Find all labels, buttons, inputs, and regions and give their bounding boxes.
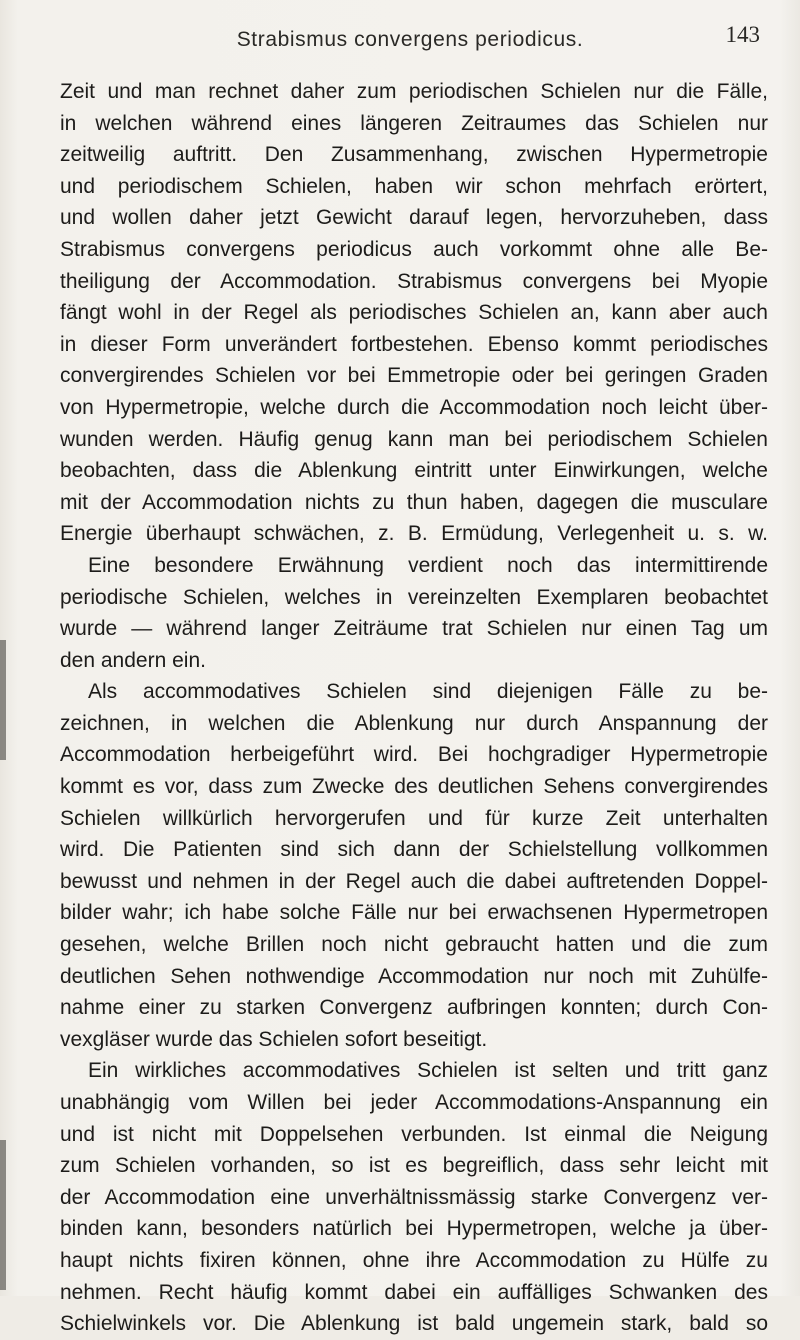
text-line: zeitweilig auftritt. Den Zusammenhang, zwischen Hypermetropie [60,143,768,167]
text-line: periodische Schielen, welches in vereinzelten Exemplaren beobachtet [60,585,768,609]
text-line: zeichnen, in welchen die Ablenkung nur durch Anspannung der [60,711,768,735]
text-line: in welchen während eines längeren Zeitraumes das Schielen nur [60,111,768,135]
text-line: beobachten, dass die Ablenkung eintritt unter Einwirkungen, welche [60,459,768,483]
text-line: bilder wahr; ich habe solche Fälle nur bei erwachsenen Hypermetropen [60,901,768,925]
text-line: und ist nicht mit Doppelsehen verbunden. Ist einmal die Neigung [60,1122,768,1146]
text-line: unabhängig vom Willen bei jeder Accommodations-Anspannung ein [60,1091,768,1114]
text-line: von Hypermetropie, welche durch die Accommodation noch leicht über- [60,395,768,419]
text-line: nahme einer zu starken Convergenz aufbringen konnten; durch Con- [60,996,768,1020]
text-line: Energie überhaupt schwächen, z. B. Ermüdung, Verlegenheit u. s. w. [60,522,768,546]
text-line: Zeit und man rechnet daher zum periodischen Schielen nur die Fälle, [60,80,768,103]
text-line: wird. Die Patienten sind sich dann der Schielstellung vollkommen [60,838,768,862]
body-text [60,76,768,1340]
page-edge-shadow [0,640,6,760]
text-line: wurde — während langer Zeiträume trat Schielen nur einen Tag um [60,617,768,641]
paragraph-end-line: vexgläser wurde das Schielen sofort beseitigt. [60,1027,488,1051]
text-line: binden kann, besonders natürlich bei Hypermetropen, welche ja über- [60,1217,768,1241]
text-line: theiligung der Accommodation. Strabismus convergens bei Myopie [60,269,768,293]
text-line: deutlichen Sehen nothwendige Accommodation nur noch mit Zuhülfe- [60,964,768,988]
text-line: fängt wohl in der Regel als periodisches Schielen an, kann aber auch [60,301,768,325]
page-edge-shadow [0,1140,6,1290]
text-line: und wollen daher jetzt Gewicht darauf legen, hervorzuheben, dass [60,206,768,230]
page-number: 143 [725,22,760,47]
text-line: in dieser Form unverändert fortbestehen. Ebenso kommt periodisches [60,332,768,356]
text-line: gesehen, welche Brillen noch nicht gebraucht hatten und die zum [60,933,768,957]
text-line: Schielen willkürlich hervorgerufen und für kurze Zeit unterhalten [60,806,768,830]
paragraph-start-line: Als accommodatives Schielen sind diejenigen Fälle zu be- [88,680,768,704]
text-line: Accommodation herbeigeführt wird. Bei hochgradiger Hypermetropie [60,743,768,767]
running-title: Strabismus convergens periodicus. [236,28,584,51]
text-line: und periodischem Schielen, haben wir schon mehrfach erörtert, [60,174,768,198]
text-line: bewusst und nehmen in der Regel auch die dabei auftretenden Doppel- [60,869,768,893]
text-line: kommt es vor, dass zum Zwecke des deutlichen Sehens convergirendes [60,775,768,799]
text-line: haupt nichts fixiren können, ohne ihre Accommodation zu Hülfe zu [60,1248,768,1272]
text-line: nehmen. Recht häufig kommt dabei ein auffälliges Schwanken des [60,1280,768,1304]
paragraph-start-line: Eine besondere Erwähnung verdient noch das intermittirende [88,553,768,577]
text-line: wunden werden. Häufig genug kann man bei periodischem Schielen [60,427,768,451]
text-line: zum Schielen vorhanden, so ist es begreiflich, dass sehr leicht mit [60,1154,768,1178]
text-line: Strabismus convergens periodicus auch vorkommt ohne alle Be- [60,237,768,261]
text-line: mit der Accommodation nichts zu thun haben, dagegen die musculare [60,490,768,514]
text-line: der Accommodation eine unverhältnissmässig starke Convergenz ver- [60,1185,768,1209]
paragraph-start-line: Ein wirkliches accommodatives Schielen ist selten und tritt ganz [88,1059,768,1083]
paragraph-end-line: den andern ein. [60,648,206,672]
text-line: Schielwinkels vor. Die Ablenkung ist bald ungemein stark, bald so [60,1312,768,1336]
page-header [60,22,760,68]
text-line: convergirendes Schielen vor bei Emmetropie oder bei geringen Graden [60,364,768,388]
